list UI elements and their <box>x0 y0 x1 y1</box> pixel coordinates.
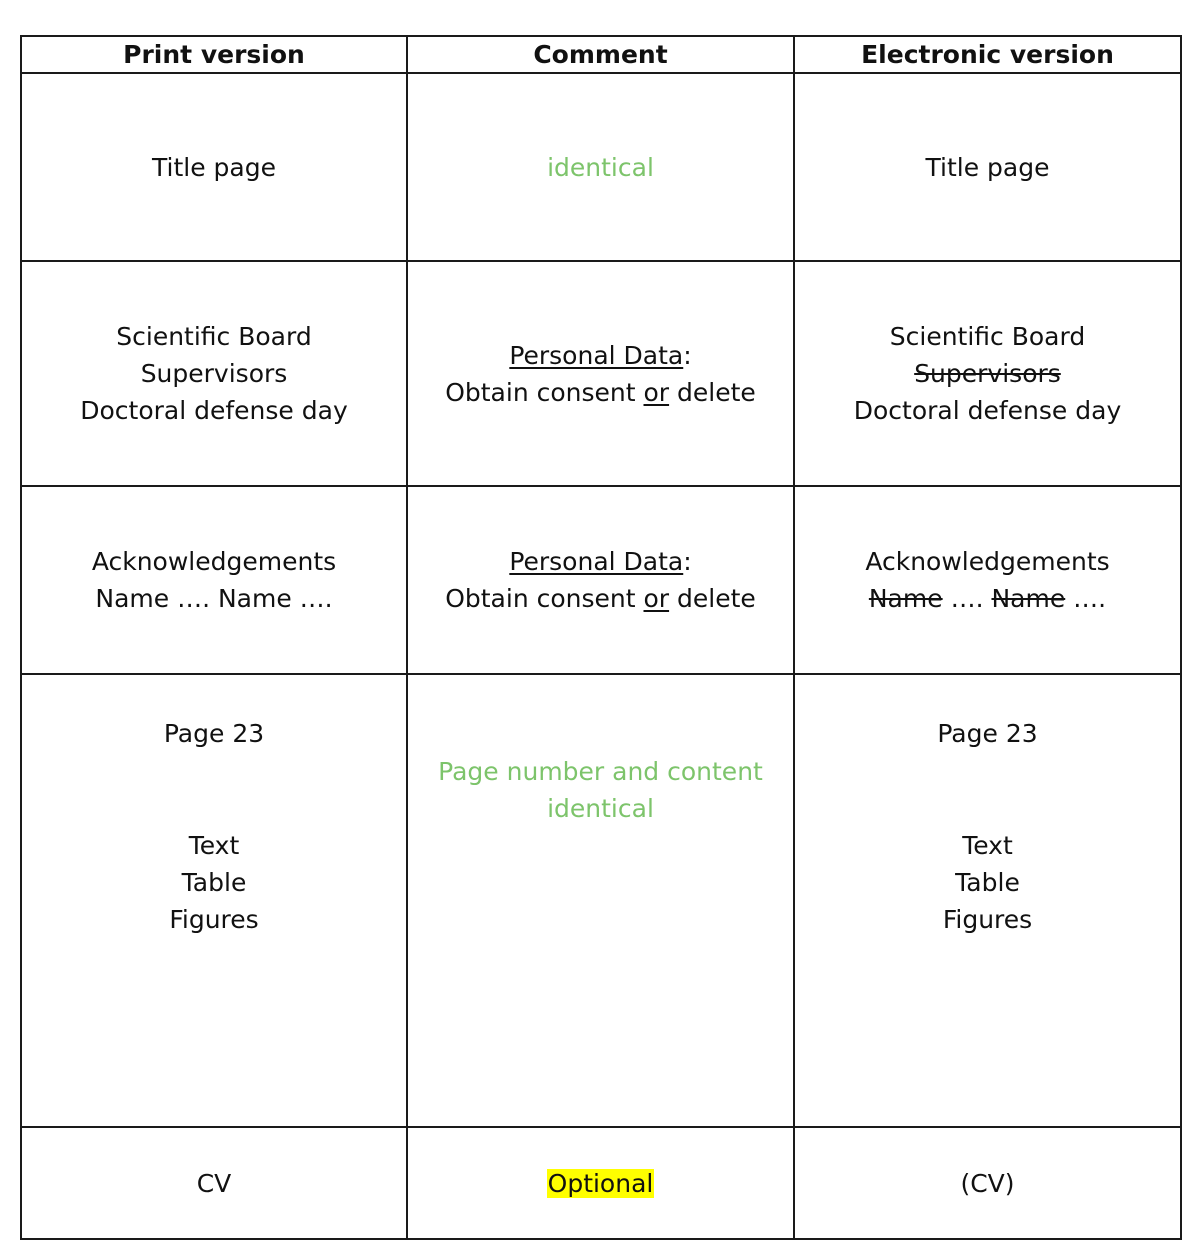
table-row-acknowledgements <box>21 486 1181 674</box>
table-row-scientific-board <box>21 261 1181 486</box>
print-supervisors: Supervisors <box>140 359 288 388</box>
cell-electronic <box>794 674 1181 1127</box>
electronic-supervisors-struck: Supervisors <box>914 359 1061 388</box>
obtain-consent-text: Obtain consent <box>445 377 644 407</box>
print-acknowledgements: Acknowledgements <box>91 547 337 576</box>
print-cv: CV <box>196 1168 232 1198</box>
header-row <box>21 36 1181 73</box>
cell-comment <box>407 73 794 261</box>
cell-print <box>21 1127 407 1239</box>
header-print-version: Print version <box>21 36 407 73</box>
table-row-title-page <box>21 73 1181 261</box>
electronic-names-line <box>795 580 1180 617</box>
comment-identical: identical <box>547 794 654 823</box>
electronic-page-number: Page 23 <box>937 719 1038 748</box>
ellipsis: …. <box>942 584 992 613</box>
or-text: or <box>643 584 670 613</box>
cell-electronic <box>794 486 1181 674</box>
electronic-table: Table <box>955 868 1020 897</box>
header-comment: Comment <box>407 36 794 73</box>
cell-print <box>21 73 407 261</box>
print-figures: Figures <box>169 905 259 934</box>
electronic-text: Text <box>962 831 1013 860</box>
ellipsis: …. <box>1065 584 1107 613</box>
personal-data-heading: Personal Data <box>509 547 684 576</box>
comment-page-number-content: Page number and content <box>438 757 763 786</box>
table-row-cv <box>21 1127 1181 1239</box>
print-page-number: Page 23 <box>163 719 265 748</box>
comment-consent-line <box>408 374 793 411</box>
cell-comment <box>407 1127 794 1239</box>
cell-electronic <box>794 261 1181 486</box>
colon: : <box>683 340 692 370</box>
cell-print <box>21 486 407 674</box>
electronic-acknowledgements: Acknowledgements <box>865 547 1110 576</box>
delete-text: delete <box>669 584 756 613</box>
print-scientific-board: Scientific Board <box>116 322 312 351</box>
electronic-scientific-board: Scientific Board <box>889 322 1086 351</box>
comment-personal-data <box>408 337 793 374</box>
comment-personal-data <box>408 543 793 580</box>
print-title-page: Title page <box>152 152 276 182</box>
cell-comment <box>407 486 794 674</box>
delete-text: delete <box>669 377 756 407</box>
cell-print <box>21 261 407 486</box>
cell-electronic <box>794 73 1181 261</box>
electronic-cv-optional: (CV) <box>960 1168 1015 1198</box>
name-struck: Name <box>868 584 943 613</box>
name-struck: Name <box>991 584 1066 613</box>
comparison-table <box>20 35 1182 1240</box>
comment-optional-highlighted: Optional <box>547 1168 654 1198</box>
table-row-page-23 <box>21 674 1181 1127</box>
cell-print <box>21 674 407 1127</box>
cell-comment <box>407 674 794 1127</box>
print-table: Table <box>181 868 247 897</box>
electronic-title-page: Title page <box>925 152 1050 182</box>
cell-comment <box>407 261 794 486</box>
colon: : <box>683 547 692 576</box>
comment-consent-line <box>408 580 793 617</box>
obtain-consent-text: Obtain consent <box>445 584 644 613</box>
cell-electronic <box>794 1127 1181 1239</box>
header-electronic-version: Electronic version <box>794 36 1181 73</box>
print-text: Text <box>188 831 240 860</box>
print-defense-day: Doctoral defense day <box>80 396 348 425</box>
personal-data-heading: Personal Data <box>509 340 684 370</box>
comment-identical: identical <box>547 152 654 182</box>
or-text: or <box>643 377 670 407</box>
electronic-defense-day: Doctoral defense day <box>853 396 1122 425</box>
print-names: Name …. Name …. <box>95 584 333 613</box>
electronic-figures: Figures <box>942 905 1033 934</box>
